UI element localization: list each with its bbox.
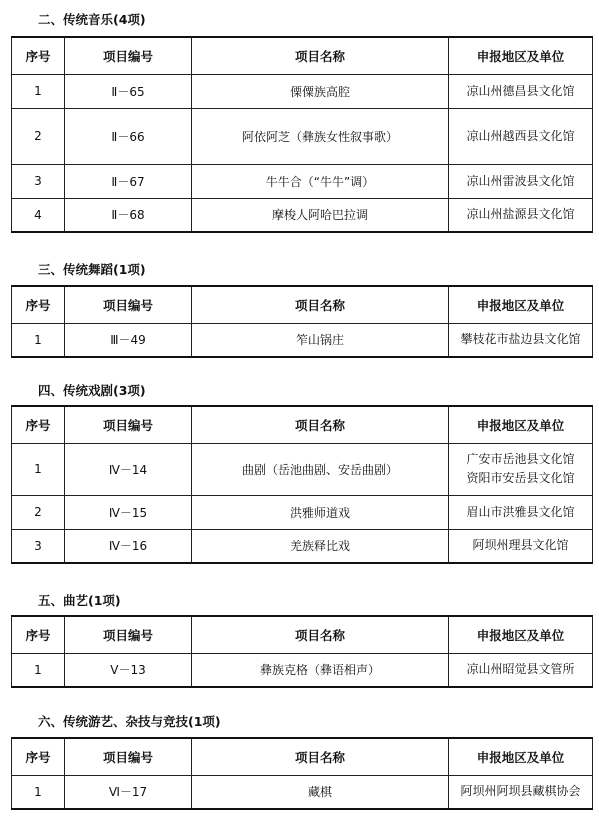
- cell-code: Ⅱ－67: [65, 164, 192, 198]
- cell-unit: [449, 443, 593, 495]
- cell-name: 阿依阿芝（彝族女性叙事歌）: [192, 108, 449, 164]
- header-seq: 序号: [12, 406, 65, 443]
- cell-code: Ⅵ－17: [65, 775, 192, 809]
- header-seq: 序号: [12, 286, 65, 323]
- unit-line: 凉山州盐源县文化馆: [466, 207, 575, 222]
- header-unit: 申报地区及单位: [449, 37, 593, 74]
- table-row: [12, 653, 593, 687]
- cell-unit: [449, 74, 593, 108]
- cell-code: Ⅴ－13: [65, 653, 192, 687]
- section-title: 二、传统音乐(4项): [38, 12, 146, 27]
- unit-line: 凉山州雷波县文化馆: [466, 173, 575, 188]
- table-row: [12, 323, 593, 357]
- table-row: [12, 198, 593, 232]
- cell-seq: 4: [12, 198, 65, 232]
- cell-seq: 1: [12, 653, 65, 687]
- header-unit: 申报地区及单位: [449, 406, 593, 443]
- cell-code: Ⅱ－66: [65, 108, 192, 164]
- header-code: 项目编号: [65, 738, 192, 775]
- table-row: [12, 443, 593, 495]
- header-unit: 申报地区及单位: [449, 286, 593, 323]
- header-seq: 序号: [12, 37, 65, 74]
- table-row: [12, 495, 593, 529]
- cell-unit: [449, 323, 593, 357]
- section-title: 四、传统戏剧(3项): [38, 383, 146, 398]
- table-header-row: [12, 406, 593, 443]
- item-table: [11, 405, 593, 564]
- cell-seq: 1: [12, 443, 65, 495]
- item-table: [11, 615, 593, 688]
- item-table: [11, 737, 593, 810]
- cell-unit: [449, 198, 593, 232]
- cell-seq: 3: [12, 164, 65, 198]
- cell-seq: 1: [12, 74, 65, 108]
- unit-line: 阿坝州理县文化馆: [472, 538, 569, 553]
- cell-seq: 2: [12, 108, 65, 164]
- item-table: [11, 285, 593, 358]
- unit-line: 资阳市安岳县文化馆: [466, 471, 575, 485]
- cell-name: 藏棋: [192, 775, 449, 809]
- header-name: 项目名称: [192, 406, 449, 443]
- unit-line: 广安市岳池县文化馆: [466, 452, 575, 466]
- cell-name: 牛牛合（“牛牛”调）: [192, 164, 449, 198]
- cell-seq: 1: [12, 775, 65, 809]
- cell-seq: 1: [12, 323, 65, 357]
- cell-unit: [449, 653, 593, 687]
- header-name: 项目名称: [192, 286, 449, 323]
- unit-line: 眉山市洪雅县文化馆: [466, 504, 575, 519]
- section-title: 六、传统游艺、杂技与竞技(1项): [38, 714, 221, 729]
- cell-unit: [449, 164, 593, 198]
- unit-line: 凉山州越西县文化馆: [466, 128, 575, 143]
- cell-code: Ⅳ－15: [65, 495, 192, 529]
- cell-code: Ⅳ－16: [65, 529, 192, 563]
- table-header-row: [12, 37, 593, 74]
- cell-seq: 3: [12, 529, 65, 563]
- header-name: 项目名称: [192, 37, 449, 74]
- header-seq: 序号: [12, 738, 65, 775]
- cell-code: Ⅲ－49: [65, 323, 192, 357]
- section-title: 五、曲艺(1项): [38, 593, 121, 608]
- cell-name: 洪雅师道戏: [192, 495, 449, 529]
- unit-line: 凉山州德昌县文化馆: [466, 83, 575, 98]
- header-code: 项目编号: [65, 406, 192, 443]
- cell-unit: [449, 495, 593, 529]
- cell-name: 傈僳族高腔: [192, 74, 449, 108]
- cell-code: Ⅱ－65: [65, 74, 192, 108]
- cell-unit: [449, 529, 593, 563]
- cell-seq: 2: [12, 495, 65, 529]
- cell-name: 曲剧（岳池曲剧、安岳曲剧）: [192, 443, 449, 495]
- table-header-row: [12, 738, 593, 775]
- unit-line: 凉山州昭觉县文管所: [466, 662, 575, 677]
- cell-code: Ⅳ－14: [65, 443, 192, 495]
- unit-line: 攀枝花市盐边县文化馆: [460, 332, 581, 347]
- table-row: [12, 74, 593, 108]
- table-header-row: [12, 286, 593, 323]
- header-name: 项目名称: [192, 738, 449, 775]
- item-table: [11, 36, 593, 233]
- cell-unit: [449, 775, 593, 809]
- table-header-row: [12, 616, 593, 653]
- table-row: [12, 775, 593, 809]
- cell-unit: [449, 108, 593, 164]
- table-row: [12, 108, 593, 164]
- header-code: 项目编号: [65, 286, 192, 323]
- section-title: 三、传统舞蹈(1项): [38, 262, 146, 277]
- header-seq: 序号: [12, 616, 65, 653]
- header-unit: 申报地区及单位: [449, 738, 593, 775]
- table-row: [12, 529, 593, 563]
- cell-code: Ⅱ－68: [65, 198, 192, 232]
- header-unit: 申报地区及单位: [449, 616, 593, 653]
- cell-name: 彝族克格（彝语相声）: [192, 653, 449, 687]
- cell-name: 羌族释比戏: [192, 529, 449, 563]
- header-name: 项目名称: [192, 616, 449, 653]
- table-row: [12, 164, 593, 198]
- header-code: 项目编号: [65, 616, 192, 653]
- cell-name: 笮山锅庄: [192, 323, 449, 357]
- header-code: 项目编号: [65, 37, 192, 74]
- unit-line: 阿坝州阿坝县藏棋协会: [460, 784, 581, 799]
- cell-name: 摩梭人阿哈巴拉调: [192, 198, 449, 232]
